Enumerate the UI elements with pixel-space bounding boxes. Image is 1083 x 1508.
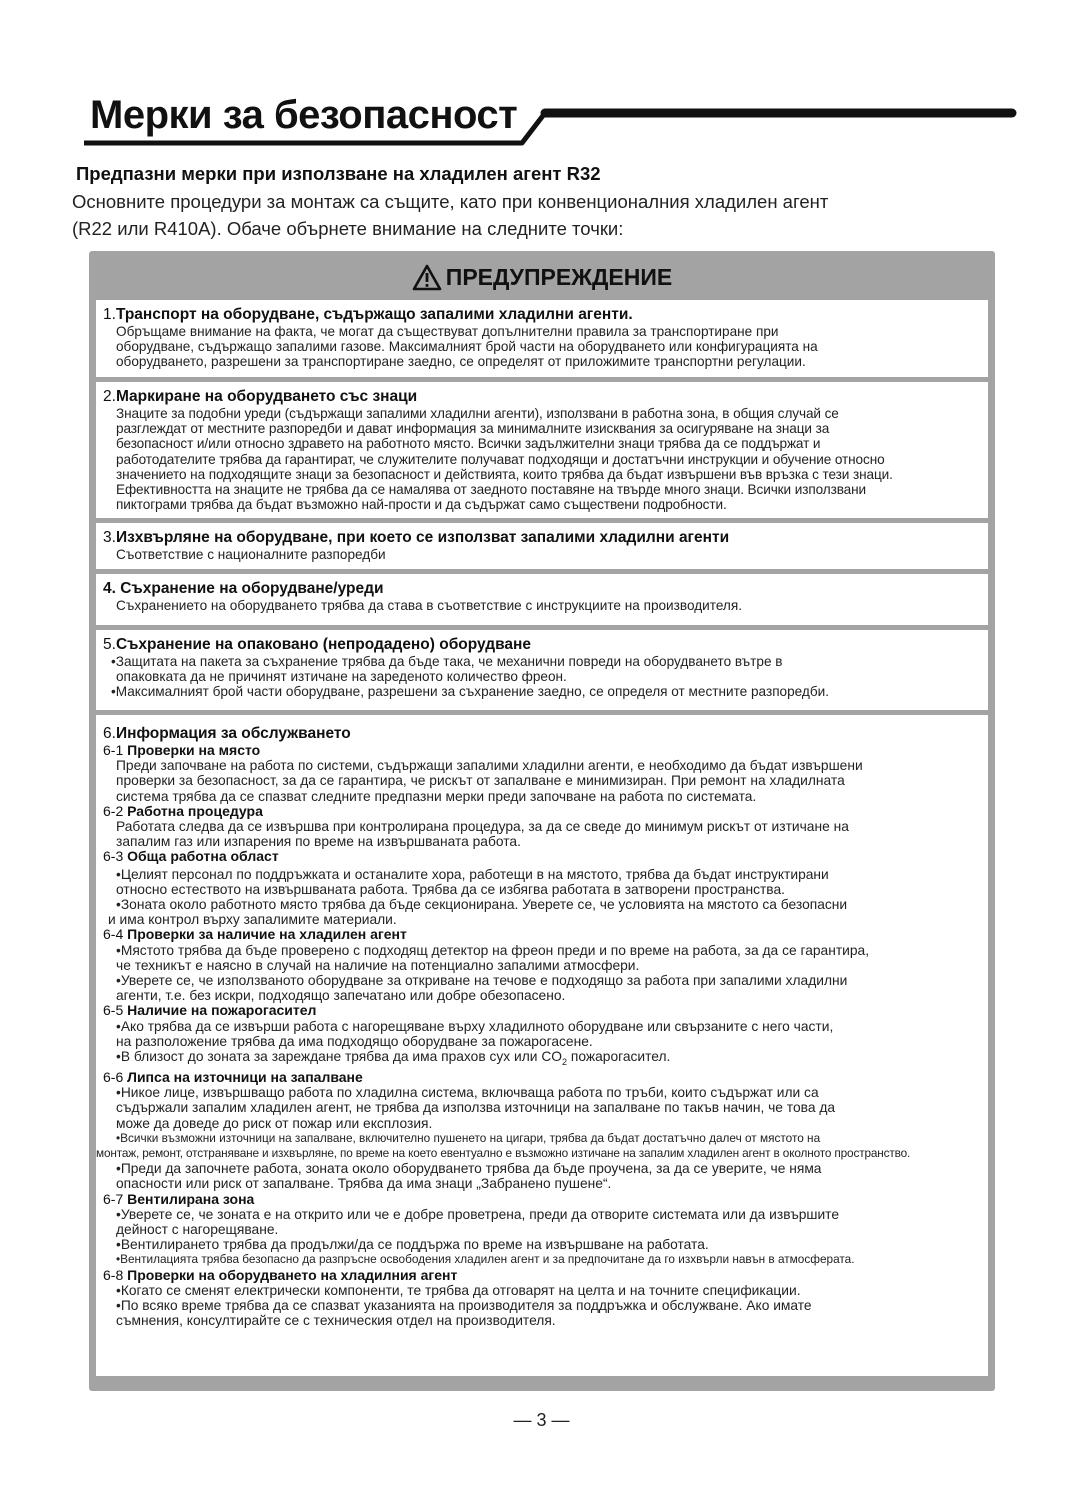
subsection-body: •Целият персонал по поддръжката и останалите хора, работещи в на мястото, трябва да бъдат инструктирани относно естеството на извършваната работа. Трябва да се избягва работата в затворени пространства. •Зоната около работното място трябва да бъде секционирана. Уверете се, че условията на мястото са безопасни	[116, 866, 848, 913]
subsection-body: •Ако трябва да се извърши работа с нагорещяване върху хладилното оборудване или свързаните с него части, на разположение трябва да има подходящо оборудване за пожарогасене. •В близост до зоната за зареждане трябва да има прахов сух или $CO_2$ пожарогасител.	[103, 1019, 988, 1070]
subsection-body: •Преди да започнете работа, зоната около оборудването трябва да бъде проучена, за да се уверите, че няма опасности или риск от запалване. Трябва да има знаци „Забранено пушене“.	[116, 1161, 822, 1192]
section-body: Знаците за подобни уреди (съдържащи запалими хладилни агенти), използвани в работна зона, в общия случай се разглеждат от местните разпоредби и дават информация за минималните изисквания за осигуряване на знаци за безопасност и/или относно здравето на работното място. Всички задължителни знаци трябва да се поддържат и работодателите трябва да гарантират, че служителите получават подходящи и достатъчни инструкции и обучение относно значението на подходящите знаци за безопасност и действията, които трябва да бъдат извършени във връзка с тези знаци. Ефективността на знаците не трябва да се намалява от заедното поставяне на твърде много знаци. Всички използвани пиктограми трябва да бъдат възможно най-прости и да съдържат само съществени подробности.	[116, 406, 893, 513]
section-disposal	[96, 523, 988, 569]
section-storage	[96, 574, 988, 625]
subsection-title: 6-4 Проверки за наличие на хладилен агент	[103, 926, 407, 943]
section-body: Съхранението на оборудването трябва да става в съответствие с инструкциите на производителя.	[116, 598, 742, 613]
intro-heading: Предпазни мерки при използване на хладилен агент R32	[76, 163, 601, 184]
subsection-title: 6-8 Проверки на оборудването на хладилния агент	[103, 1266, 458, 1283]
section-body: Обръщаме внимание на факта, че могат да съществуват допълнителни правила за транспортиране при оборудване, съдържащо запалими газове. Максималният брой части на оборудването или конфигурацията на оборудването, разрешени за транспортиране заедно, се определят от приложимите транспортни регулации.	[116, 324, 818, 370]
subsection-body: •Никое лице, извършващо работа по хладилна система, включваща работа по тръби, които съдържат или са съдържали запалим хладилен агент, не трябва да използва източници на запалване по такъв начин, че това да може да доведе до риск от пожар или експлозия.	[116, 1085, 836, 1131]
section-body: •Защитата на пакета за съхранение трябва да бъде така, че механични повреди на оборудването вътре в опаковката да не причинят изтичане на зареденото количество фреон. •Максималният брой части оборудване, разрешени за съхранение заедно, се определя от местните разпоредби.	[111, 654, 830, 700]
small-note: •Всички възможни източници на запалване, включително пушенето на цигари, трябва да бъдат достатъчно далеч от мястото на	[116, 1130, 821, 1145]
warning-banner	[89, 259, 995, 295]
subsection-body: •Мястото трябва да бъде проверено с подходящ детектор на фреон преди и по време на работа, за да се гарантира, че техникът е наясно в случай на наличие на потенциално запалими атмосфери. •Уверете се, че използваното оборудване за откриване на течове е подходящо за работа при запалими хладилни агенти, т.е. без искри, подходящо запечатано или добре обезопасено.	[116, 942, 870, 1004]
subsection-title: 6-2 Работна процедура	[103, 802, 263, 819]
warning-triangle-icon	[412, 264, 442, 291]
section-marking	[96, 382, 988, 518]
subsection-title: 6-6 Липса на източници на запалване	[103, 1069, 363, 1086]
warning-label: ПРЕДУПРЕЖДЕНИЕ	[445, 263, 673, 290]
small-note: монтаж, ремонт, отстраняване и изхвърляне, по време на което евентуално е възможно изтичане на запалим хладилен агент в околното пространство.	[96, 1146, 911, 1161]
section-transport	[96, 300, 988, 377]
small-note: •Вентилацията трябва безопасно да разпръсне освободения хладилен агент и за предпочитане да го изхвърли навън в атмосферата.	[116, 1252, 855, 1267]
section-title: 6.Информация за обслужването	[103, 725, 351, 742]
section-packed-storage	[96, 630, 988, 710]
subsection-body: Преди започване на работа по системи, съдържащи запалими хладилни агенти, е необходимо да бъдат извършени проверки за безопасност, за да се гарантира, че рискът от запалване е минимизиран. При ремонт на хладилната система трябва да се спазват следните предпазни мерки преди започване на работа по системата.	[116, 758, 863, 804]
subsection-title: 6-1 Проверки на място	[103, 742, 261, 758]
section-body: Съответствие с националните разпоредби	[116, 547, 386, 562]
subsection-body: и има контрол върху запалимите материали.	[108, 912, 397, 928]
intro-line: Основните процедури за монтаж са същите, като при конвенционалния хладилен агент	[72, 191, 829, 212]
subsection-title: 6-3 Обща работна област	[103, 848, 279, 865]
section-title: 4. Съхранение на оборудване/уреди	[103, 580, 384, 597]
section-title: 5.Съхранение на опаковано (непродадено) оборудване	[103, 636, 532, 653]
co2-line: •В близост до зоната за зареждане трябва да има прахов сух или $CO_2$ пожарогасител.	[116, 1049, 671, 1067]
page-title: Мерки за безопасност	[90, 93, 518, 137]
subsection-title: 6-5 Наличие на пожарогасител	[103, 1002, 317, 1019]
section-title: 3.Изхвърляне на оборудване, при което се използват запалими хладилни агенти	[103, 529, 730, 546]
section-service	[96, 715, 988, 1376]
subsection-body: Работата следва да се извършва при контролирана процедура, за да се сведе до минимум рискът от изтичане на запалим газ или изпарения по време на извършваната работа.	[116, 819, 849, 850]
subsection-title: 6-7 Вентилирана зона	[103, 1190, 255, 1207]
page-number: — 3 —	[513, 1410, 570, 1430]
subsection-body: •Уверете се, че зоната е на открито или че е добре проветрена, преди да отворите системата или да извършите дейност с нагорещяване. •Вентилирането трябва да продължи/да се поддържа по време на извършване на работата.	[116, 1206, 839, 1253]
section-title: 1.Транспорт на оборудване, съдържащо запалими хладилни агенти.	[103, 306, 633, 323]
section-title: 2.Маркиране на оборудването със знаци	[103, 388, 418, 405]
intro-text	[72, 188, 972, 242]
subsection-body: •Когато се сменят електрически компоненти, те трябва да отговарят на целта и на точните спецификации. •По всяко време трябва да се спазват указанията на производителя за поддръжка и обслужване. Ако имате съмнения, консултирайте се с техническия отдел на производителя.	[116, 1282, 812, 1329]
intro-line: (R22 или R410A). Обаче обърнете внимание на следните точки:	[72, 218, 624, 239]
